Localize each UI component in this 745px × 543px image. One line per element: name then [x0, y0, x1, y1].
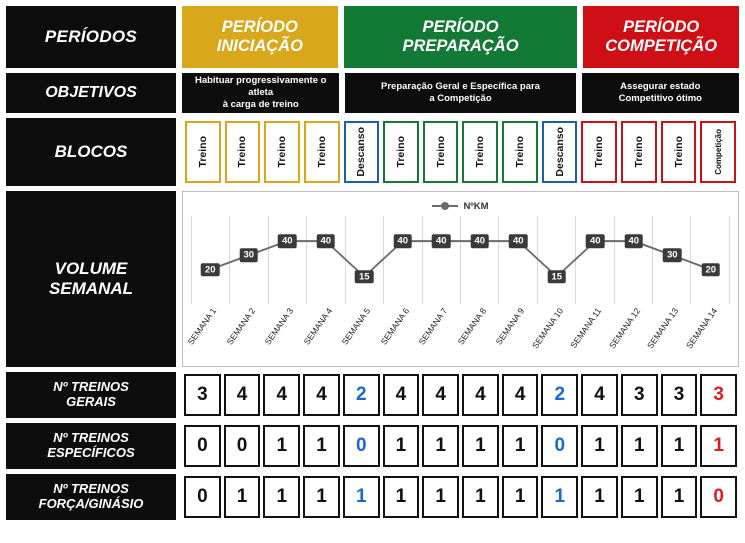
treinos_gerais-cell-3: 4 [303, 374, 340, 416]
treinos_especificos-cell-13: 1 [700, 425, 737, 467]
period-title-line2: INICIAÇÃO [216, 37, 303, 55]
block-cell-8 [502, 121, 538, 183]
block-label: Treino [196, 136, 209, 168]
objective-cell-2 [582, 73, 739, 113]
block-label: Treino [672, 136, 685, 168]
period-title-line1: PERÍODO [623, 18, 700, 37]
chart-x-label-2 [262, 304, 307, 362]
treinos_gerais-cell-4: 2 [343, 374, 380, 416]
chart-x-label-12 [645, 304, 692, 362]
block-label: Treino [632, 136, 645, 168]
treinos_gerais-cell-8: 4 [502, 374, 539, 416]
period-cell-2 [583, 6, 739, 68]
weekly-volume-label-line2: SEMANAL [48, 279, 134, 298]
chart-point-label: 40 [393, 234, 412, 247]
treinos_gerais-cell-13: 3 [700, 374, 737, 416]
treinos_forca-cell-2: 1 [263, 476, 300, 518]
chart-x-label-text: SEMANA 7 [416, 306, 450, 347]
objective-line1: Preparação Geral e Específica para [381, 81, 540, 93]
period-title-line2: PREPARAÇÃO [402, 37, 519, 55]
chart-point-label: 20 [701, 263, 720, 276]
treinos_especificos-cell-9: 0 [541, 425, 578, 467]
objective-cell-0 [182, 73, 339, 113]
specific-sessions-label-line2: ESPECÍFICOS [47, 445, 135, 460]
treinos_especificos-cell-5: 1 [383, 425, 420, 467]
block-cell-11 [621, 121, 657, 183]
objective-line2: a Competição [429, 93, 492, 104]
treinos_gerais-cell-10: 4 [581, 374, 618, 416]
periods-row-label: PERÍODOS [6, 6, 176, 68]
chart-x-label-text: SEMANA 2 [224, 306, 257, 347]
chart-x-label-5 [378, 304, 423, 362]
block-label: Descanso [553, 127, 566, 177]
treinos_especificos-cell-6: 1 [422, 425, 459, 467]
chart-legend [191, 198, 730, 214]
treinos_especificos-cell-1: 0 [224, 425, 261, 467]
block-cell-1 [225, 121, 261, 183]
chart-x-label-text: SEMANA 6 [378, 306, 411, 347]
period-title-line1: PERÍODO [221, 18, 298, 37]
chart-point-label: 15 [355, 270, 374, 283]
chart-x-label-text: SEMANA 9 [493, 306, 527, 347]
treinos_forca-cell-12: 1 [661, 476, 698, 518]
treinos_forca-cell-7: 1 [462, 476, 499, 518]
chart-x-label-6 [416, 304, 461, 362]
block-cell-7 [462, 121, 498, 183]
treinos_especificos-cell-4: 0 [343, 425, 380, 467]
block-cell-4 [344, 121, 380, 183]
general-sessions-label-line2: GERAIS [66, 394, 116, 409]
treinos_especificos-cell-8: 1 [502, 425, 539, 467]
strength-sessions-row [6, 474, 739, 520]
period-title-line2: COMPETIÇÃO [605, 37, 718, 55]
chart-point-label: 40 [624, 234, 643, 247]
treinos_gerais-cell-9: 2 [541, 374, 578, 416]
strength-sessions-label-line2: FORÇA/GINÁSIO [38, 496, 144, 511]
block-label: Treino [474, 136, 487, 168]
weekly-volume-label-line1: VOLUME [54, 259, 128, 279]
treinos_especificos-cell-7: 1 [462, 425, 499, 467]
chart-x-label-text: SEMANA 11 [568, 306, 604, 350]
chart-data-labels [191, 216, 730, 304]
block-label: Competição [713, 129, 723, 175]
specific-sessions-row [6, 423, 739, 469]
block-cell-10 [581, 121, 617, 183]
treinos_gerais-cell-1: 4 [224, 374, 261, 416]
block-cell-9 [542, 121, 578, 183]
block-cell-13 [700, 121, 736, 183]
chart-point-label: 40 [316, 234, 335, 247]
objectives-row [6, 73, 739, 113]
treinos_gerais-cell-11: 3 [621, 374, 658, 416]
objective-line1: Assegurar estado [620, 81, 701, 93]
general-sessions-row-label [6, 372, 176, 418]
chart-point-label: 40 [432, 234, 451, 247]
chart-x-label-7 [455, 304, 500, 362]
chart-x-label-text: SEMANA 3 [262, 306, 296, 347]
treinos_especificos-cell-11: 1 [621, 425, 658, 467]
objective-line2: Competitivo ótimo [618, 93, 702, 104]
legend-line-icon [432, 205, 458, 207]
block-label: Treino [395, 136, 408, 168]
chart-x-label-text: SEMANA 4 [301, 306, 334, 347]
treinos_especificos-cell-12: 1 [661, 425, 698, 467]
weekly-volume-row [6, 191, 739, 367]
chart-point-label: 40 [586, 234, 605, 247]
objective-cell-1 [345, 73, 575, 113]
treinos_forca-cell-4: 1 [343, 476, 380, 518]
chart-x-label-8 [493, 304, 538, 362]
treinos_forca-cell-6: 1 [422, 476, 459, 518]
blocks-row [6, 118, 739, 186]
block-label: Treino [434, 136, 447, 168]
chart-point-label: 30 [663, 249, 682, 262]
treinos_forca-cell-1: 1 [224, 476, 261, 518]
specific-sessions-row-label [6, 423, 176, 469]
block-cell-3 [304, 121, 340, 183]
chart-x-label-text: SEMANA 14 [683, 306, 719, 351]
block-label: Treino [513, 136, 526, 168]
weekly-volume-row-label [6, 191, 176, 367]
general-sessions-row [6, 372, 739, 418]
treinos_forca-cell-0: 0 [184, 476, 221, 518]
specific-sessions-cells [182, 423, 739, 469]
weekly-volume-chart [182, 191, 739, 367]
period-cell-0 [182, 6, 338, 68]
chart-point-label: 30 [239, 249, 258, 262]
objective-line1: Habituar progressivamente o atleta [194, 75, 327, 99]
strength-sessions-row-label [6, 474, 176, 520]
blocks-row-label: BLOCOS [6, 118, 176, 186]
chart-x-label-text: SEMANA 8 [455, 306, 488, 347]
treinos_forca-cell-10: 1 [581, 476, 618, 518]
chart-point-label: 40 [470, 234, 489, 247]
chart-x-label-text: SEMANA 5 [339, 306, 373, 347]
blocks-cells [182, 118, 739, 186]
block-cell-5 [383, 121, 419, 183]
treinos_forca-cell-9: 1 [541, 476, 578, 518]
chart-x-label-4 [339, 304, 384, 362]
treinos_gerais-cell-12: 3 [661, 374, 698, 416]
chart-point-label: 40 [509, 234, 528, 247]
chart-x-label-text: SEMANA 13 [645, 306, 681, 351]
chart-x-label-9 [529, 304, 577, 362]
treinos_especificos-cell-3: 1 [303, 425, 340, 467]
objective-line2: à carga de treino [222, 98, 299, 110]
general-sessions-label-line1: Nº TREINOS [53, 379, 129, 395]
chart-x-axis-labels [185, 304, 730, 362]
chart-x-label-10 [568, 304, 615, 362]
block-cell-6 [423, 121, 459, 183]
block-cell-0 [185, 121, 221, 183]
periods-row [6, 6, 739, 68]
treinos_forca-cell-8: 1 [502, 476, 539, 518]
treinos_especificos-cell-10: 1 [581, 425, 618, 467]
treinos_gerais-cell-6: 4 [422, 374, 459, 416]
treinos_forca-cell-5: 1 [383, 476, 420, 518]
objectives-row-label: OBJETIVOS [6, 73, 176, 113]
chart-x-label-3 [301, 304, 346, 362]
block-cell-12 [661, 121, 697, 183]
chart-x-label-text: SEMANA 1 [185, 306, 219, 347]
legend-label: NºKM [463, 200, 489, 212]
chart-point-label: 20 [201, 263, 220, 276]
chart-point-label: 15 [547, 270, 566, 283]
objectives-cells [176, 73, 739, 113]
chart-x-label-text: SEMANA 10 [529, 306, 565, 351]
block-label: Treino [593, 136, 606, 168]
chart-point-label: 40 [278, 234, 297, 247]
period-cell-1 [344, 6, 578, 68]
treinos_gerais-cell-5: 4 [383, 374, 420, 416]
general-sessions-cells [182, 372, 739, 418]
treinos_especificos-cell-0: 0 [184, 425, 221, 467]
treinos_forca-cell-3: 1 [303, 476, 340, 518]
treinos_gerais-cell-0: 3 [184, 374, 221, 416]
chart-x-label-1 [224, 304, 269, 362]
chart-plot-area [191, 216, 730, 304]
periods-cells [176, 6, 739, 68]
period-title-line1: PERÍODO [422, 18, 499, 37]
block-label: Treino [236, 136, 249, 168]
chart-x-label-0 [185, 304, 230, 362]
specific-sessions-label-line1: Nº TREINOS [53, 430, 129, 446]
block-label: Treino [315, 136, 328, 168]
treinos_especificos-cell-2: 1 [263, 425, 300, 467]
strength-sessions-cells [182, 474, 739, 520]
treinos_gerais-cell-7: 4 [462, 374, 499, 416]
treinos_forca-cell-11: 1 [621, 476, 658, 518]
strength-sessions-label-line1: Nº TREINOS [53, 481, 129, 497]
treinos_gerais-cell-2: 4 [263, 374, 300, 416]
treinos_forca-cell-13: 0 [700, 476, 737, 518]
chart-x-label-11 [606, 304, 654, 362]
chart-x-label-13 [683, 304, 731, 362]
block-label: Descanso [355, 127, 368, 177]
block-label: Treino [276, 136, 289, 168]
chart-x-label-text: SEMANA 12 [606, 306, 642, 351]
block-cell-2 [264, 121, 300, 183]
